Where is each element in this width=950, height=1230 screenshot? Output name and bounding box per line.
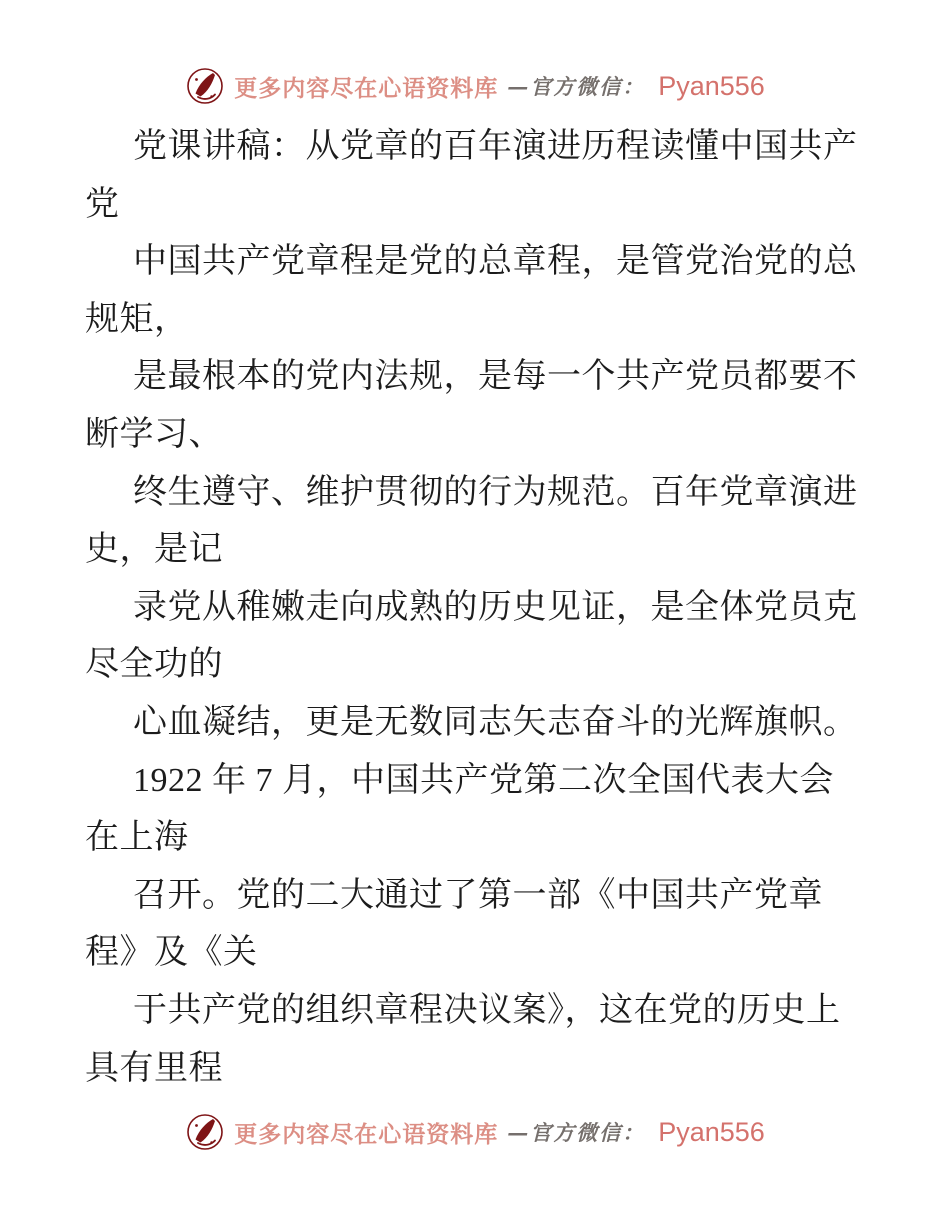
watermark-footer xyxy=(0,1112,950,1152)
text-line: 尽全功的 xyxy=(85,646,223,684)
text-line: 是最根本的党内法规，是每一个共产党员都要不 xyxy=(133,358,858,396)
text-line: 于共产党的组织章程决议案》，这在党的历史上 xyxy=(133,991,841,1029)
watermark-brand-text: 更多内容尽在心语资料库 xyxy=(234,75,499,101)
pen-swan-logo-icon xyxy=(185,1112,225,1152)
text-line: 心血凝结，更是无数同志矢志奋斗的光辉旗帜。 xyxy=(133,703,858,741)
text-line: 规矩， xyxy=(85,300,189,338)
text-line: 1922 年 7 月，中国共产党第二次全国代表大会 xyxy=(133,761,834,799)
text-line: 史，是记 xyxy=(85,531,223,569)
watermark-wechat-label: —官方微信： xyxy=(507,74,646,99)
document-body xyxy=(85,118,875,1097)
text-line: 中国共产党章程是党的总章程，是管党治党的总 xyxy=(133,243,858,281)
text-line: 终生遵守、维护贯彻的行为规范。百年党章演进 xyxy=(133,473,858,511)
text-line: 断学习、 xyxy=(85,415,223,453)
watermark-header xyxy=(0,66,950,106)
title-line: 党课讲稿：从党章的百年演进历程读懂中国共产 xyxy=(133,128,858,165)
watermark-wechat-label: —官方微信： xyxy=(507,1120,646,1145)
pen-swan-logo-icon xyxy=(185,66,225,106)
watermark-brand-text: 更多内容尽在心语资料库 xyxy=(234,1121,499,1147)
text-line: 程》及《关 xyxy=(85,934,258,972)
text-line: 录党从稚嫩走向成熟的历史见证，是全体党员克 xyxy=(133,588,858,626)
watermark-wechat-id: Pyan556 xyxy=(658,1116,765,1147)
watermark-wechat-id: Pyan556 xyxy=(658,70,765,101)
text-line: 具有里程 xyxy=(85,1049,223,1087)
text-line: 在上海 xyxy=(85,819,189,857)
text-line: 召开。党的二大通过了第一部《中国共产党章 xyxy=(133,876,823,914)
title-line: 党 xyxy=(85,185,120,223)
